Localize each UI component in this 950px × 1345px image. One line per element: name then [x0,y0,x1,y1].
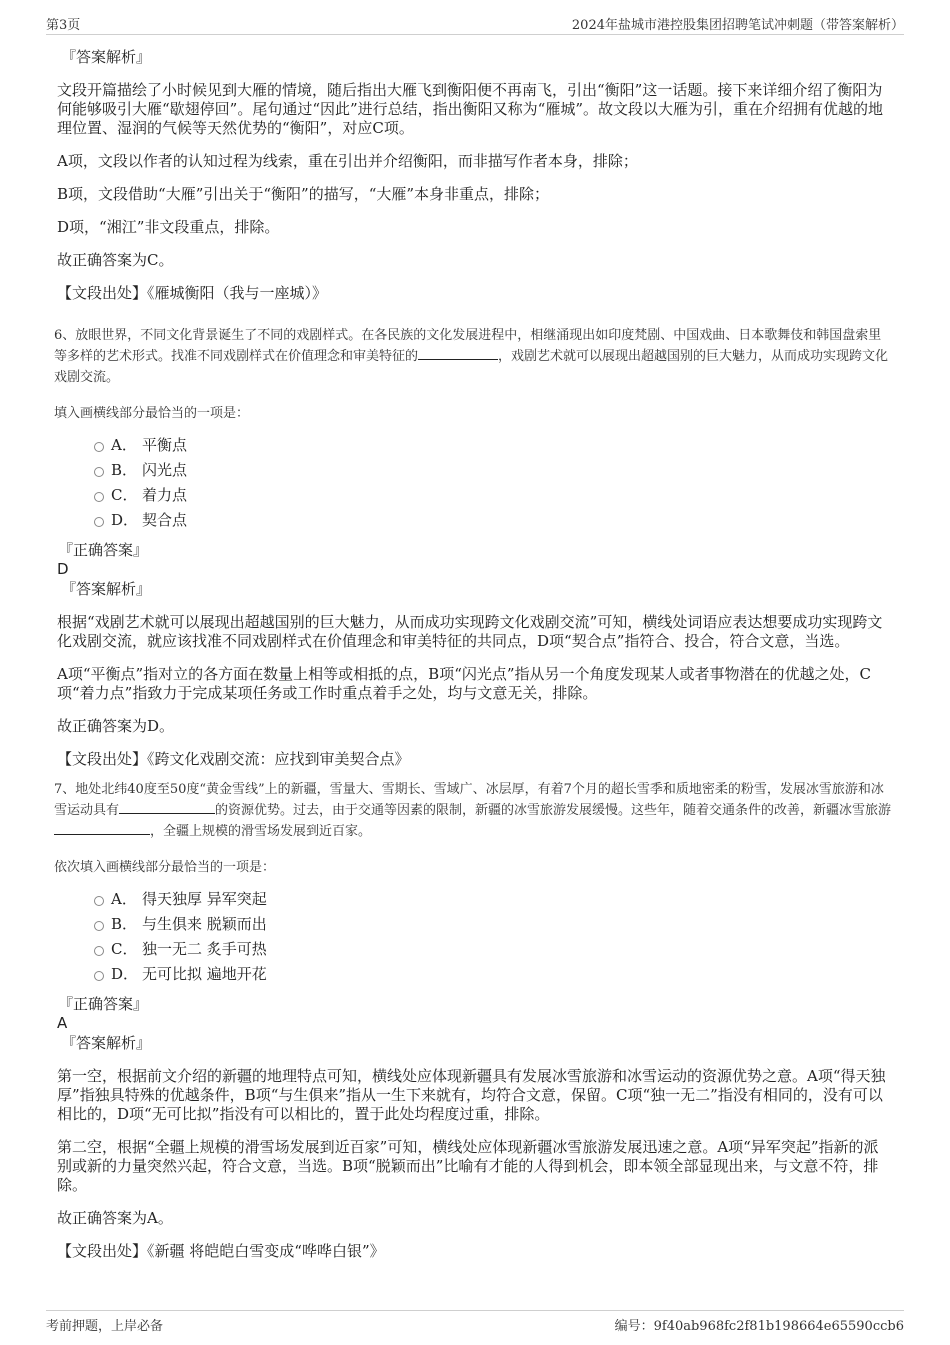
conclusion: 故正确答案为A。 [57,1209,173,1227]
question-5-analysis [57,46,892,303]
elimination-d: D项，“湘江”非文段重点，排除。 [57,218,280,236]
elimination-b: B项，文段借助“大雁”引出关于“衡阳”的描写，“大雁”本身非重点，排除； [57,185,550,203]
page-number: 第3页 [46,18,81,33]
radio-button[interactable] [94,517,104,527]
question-prompt: 依次填入画横线部分最恰当的一项是： [54,860,276,875]
elimination-a: A项，文段以作者的认知过程为线索，重在引出并介绍衡阳，而非描写作者本身，排除； [57,152,638,170]
question-stem: 7、地处北纬40度至50度“黄金雪线”上的新疆，雪量大、雪期长、雪域广、冰层厚，有着7个月的超长雪季和质地密柔的粉雪，发展冰雪旅游和冰雪运动具有 的资源优势。过去，由于交通等因素的限制，新疆的冰雪旅游发展缓慢。这些年，随着交通条件的改善，新疆冰雪旅游，全疆上规模的滑雪场发展到近百家。 [54,782,892,839]
correct-answer: D [57,560,69,578]
option-d[interactable]: D． 无可比拟 遍地开花 [54,962,892,987]
document-title: 2024年盐城市港控股集团招聘笔试冲刺题（带答案解析） [571,18,904,33]
radio-button[interactable] [94,921,104,931]
conclusion: 故正确答案为C。 [57,251,174,269]
question-prompt: 填入画横线部分最恰当的一项是： [54,406,250,421]
options-list [54,433,892,533]
analysis-label: 『答案解析』 [61,48,152,66]
analysis-label: 『答案解析』 [61,1034,152,1052]
radio-button[interactable] [94,971,104,981]
correct-answer: A [57,1014,68,1032]
correct-answer-label: 『正确答案』 [58,995,149,1013]
analysis-paragraph-2: A项“平衡点”指对立的各方面在数量上相等或相抵的点，B项“闪光点”指从另一个角度发现某人或者事物潜在的优越之处，C项“着力点”指致力于完成某项任务或工作时重点着手之处，均与文意无关，排除。 [57,665,872,702]
option-b[interactable]: B． 与生俱来 脱颖而出 [54,912,892,937]
analysis-label: 『答案解析』 [61,580,152,598]
answer-blank-1 [119,801,215,814]
analysis-paragraph-2: 第二空，根据“全疆上规模的滑雪场发展到近百家”可知，横线处应体现新疆冰雪旅游发展迅速之意。A项“异军突起”指新的派别或新的力量突然兴起，符合文意，当选。B项“脱颖而出”比喻有才能的人得到机会，即本领全部显现出来，与文意不符，排除。 [57,1138,879,1194]
radio-button[interactable] [94,896,104,906]
conclusion: 故正确答案为D。 [57,717,175,735]
question-7 [54,779,892,1261]
analysis-paragraph-1: 根据“戏剧艺术就可以展现出超越国别的巨大魅力，从而成功实现跨文化戏剧交流”可知，横线处词语应表达想要成功实现跨文化戏剧交流，就应该找准不同戏剧样式在价值理念和审美特征的共同点，D项“契合点”指符合、投合，符合文意，当选。 [57,613,883,650]
page-content [54,46,892,1261]
footer-slogan: 考前押题，上岸必备 [46,1319,164,1334]
answer-blank [418,347,498,360]
option-b[interactable]: B． 闪光点 [54,458,892,483]
source: 【文段出处】《雁城衡阳（我与一座城）》 [57,284,328,302]
source: 【文段出处】《跨文化戏剧交流：应找到审美契合点》 [57,750,410,768]
page-footer [46,1310,904,1335]
answer-blank-2 [54,822,150,835]
radio-button[interactable] [94,442,104,452]
document-serial: 编号：9f40ab968fc2f81b198664e65590ccb6 [614,1319,904,1334]
source: 【文段出处】《新疆 将皑皑白雪变成“哗哗白银”》 [57,1242,385,1260]
question-6 [54,325,892,769]
radio-button[interactable] [94,946,104,956]
correct-answer-label: 『正确答案』 [58,541,149,559]
page-header [46,14,904,35]
option-c[interactable]: C． 独一无二 炙手可热 [54,937,892,962]
analysis-paragraph: 文段开篇描绘了小时候见到大雁的情境，随后指出大雁飞到衡阳便不再南飞，引出“衡阳”这一话题。接下来详细介绍了衡阳为何能够吸引大雁“歇翅停回”。尾句通过“因此”进行总结，指出衡阳又称为“雁城”。故文段以大雁为引，重在介绍拥有优越的地理位置、湿润的气候等天然优势的“衡阳”，对应C项。 [57,81,884,137]
radio-button[interactable] [94,492,104,502]
options-list [54,887,892,987]
option-c[interactable]: C． 着力点 [54,483,892,508]
question-stem: 6、放眼世界，不同文化背景诞生了不同的戏剧样式。在各民族的文化发展进程中，相继涌现出如印度梵剧、中国戏曲、日本歌舞伎和韩国盘索里等多样的艺术形式。找准不同戏剧样式在价值理念和审美特征的 ，戏剧艺术就可以展现出超越国别的巨大魅力，从而成功实现跨文化戏剧交流。 [54,328,889,385]
analysis-paragraph-1: 第一空，根据前文介绍的新疆的地理特点可知，横线处应体现新疆具有发展冰雪旅游和冰雪运动的资源优势之意。A项“得天独厚”指独具特殊的优越条件，B项“与生俱来”指从一生下来就有，均符合文意，保留。C项“独一无二”指没有相同的，没有可以相比的，D项“无可比拟”指没有可以相比的，置于此处均程度过重，排除。 [57,1067,886,1123]
option-a[interactable]: A． 平衡点 [54,433,892,458]
option-d[interactable]: D． 契合点 [54,508,892,533]
option-a[interactable]: A． 得天独厚 异军突起 [54,887,892,912]
radio-button[interactable] [94,467,104,477]
